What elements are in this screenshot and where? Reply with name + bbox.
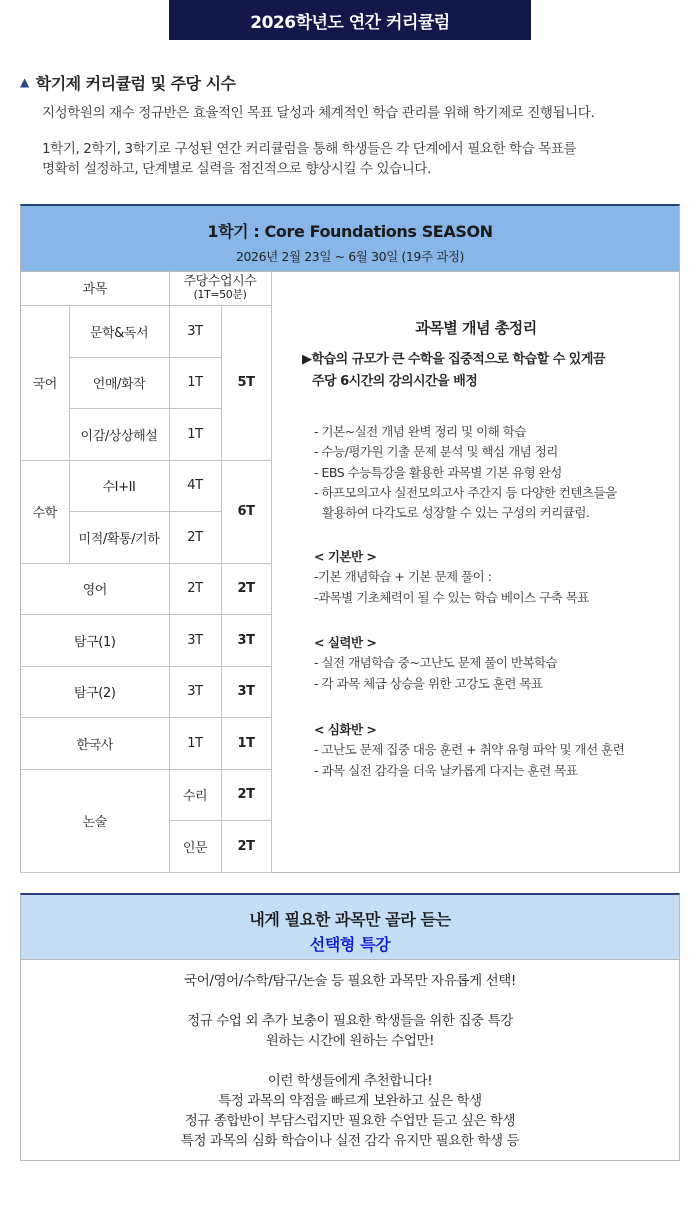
subject-name: 영어 [21,563,169,614]
subject-total: 1T [221,717,271,769]
selective-body [21,960,679,1151]
semester-header [21,206,679,272]
subject-hours: 3T [169,614,221,666]
advanced-class-block [314,720,624,781]
intro-paragraph-2-line-2: 명확히 설정하고, 단계별로 실력을 점진적으로 향상시킬 수 있습니다. [42,161,431,177]
bullet-item: - 하프모의고사 실전모의고사 주간지 등 다양한 컨텐츠들을 [314,484,617,500]
bullet-item: 활용하여 다각도로 성장할 수 있는 구성의 커리큘럼. [322,505,590,521]
subject-hours: 2T [221,820,271,872]
subject-name: 한국사 [21,717,169,769]
header-hours-unit: (1T=50분) [193,287,247,301]
selective-title-line-2: 선택형 특강 [309,935,391,954]
selective-line: 원하는 시간에 원하는 수업만! [265,1033,435,1049]
advanced-class-line: - 고난도 문제 집중 대응 훈련 + 취약 유형 파악 및 개선 훈련 [314,742,625,758]
advanced-class-line: - 과목 실전 감각을 더욱 날카롭게 다지는 훈련 목표 [314,762,578,778]
semester-1-box [20,204,680,873]
selective-title-line-1: 내게 필요한 과목만 골라 듣는 [249,910,451,929]
curriculum-table [21,271,272,873]
basic-class-line: -과목별 기초체력이 될 수 있는 학습 베이스 구축 목표 [314,589,589,605]
table-row [21,769,271,820]
subject-name: 탐구(1) [21,614,169,666]
header-hours [169,271,271,305]
skill-class-line: - 각 과목 체급 상승을 위한 고강도 훈련 목표 [314,675,543,691]
subject-hours: 1T [169,357,221,408]
skill-class-line: - 실전 개념학습 중~고난도 문제 풀이 반복학습 [314,655,558,671]
skill-class-label: < 실력반 > [314,635,377,650]
basic-class-label: < 기본반 > [314,549,377,564]
table-row [21,305,271,357]
selective-line: 특정 과목의 약점을 빠르게 보완하고 싶은 학생 [218,1093,482,1109]
header-hours-label: 주당수업시수 [183,273,257,289]
basic-class-block [314,547,589,608]
section-heading-text: 학기제 커리큘럼 및 주당 시수 [35,73,236,93]
highlight-line-1: ▶학습의 규모가 큰 수학을 집중적으로 학습할 수 있게끔 [302,352,605,367]
subject-name: 탐구(2) [21,666,169,717]
subject-hours: 2T [221,769,271,820]
highlight-line-2: 주당 6시간의 강의시간을 배정 [312,374,478,389]
description-title: 과목별 개념 총정리 [415,319,537,337]
table-header-row [21,271,271,305]
subject-total: 3T [221,614,271,666]
subject-hours: 2T [169,563,221,614]
subject-name: 수I+II [69,460,169,511]
subject-hours: 3T [169,305,221,357]
semester-description [271,271,680,873]
subject-hours: 2T [169,511,221,563]
intro-paragraph-2-line-1: 1학기, 2학기, 3학기로 구성된 연간 커리큘럼을 통해 학생들은 각 단계에서 필요한 학습 목표를 [42,141,577,157]
selective-line: 정규 종합반이 부담스럽지만 필요한 수업만 듣고 싶은 학생 [184,1113,516,1129]
page-title: 2026학년도 연간 커리큘럼 [169,0,531,40]
description-bullets [314,422,617,523]
advanced-class-label: < 심화반 > [314,722,377,737]
subject-name: 언매/화작 [69,357,169,408]
table-row [21,666,271,717]
subject-name: 문학&독서 [69,305,169,357]
selective-line: 국어/영어/수학/탐구/논술 등 필요한 과목만 자유롭게 선택! [184,973,516,989]
triangle-up-icon: ▲ [20,75,29,89]
korean-total: 5T [221,305,271,460]
header-subject: 과목 [21,271,169,305]
description-highlight [302,349,605,393]
selective-course-box [20,893,680,1161]
subject-hours: 1T [169,717,221,769]
subject-name: 인문 [169,820,221,872]
math-total: 6T [221,460,271,563]
bullet-item: - EBS 수능특강을 활용한 과목별 기본 유형 완성 [314,464,562,480]
section-heading [20,70,236,94]
bullet-item: - 수능/평가원 기출 문제 분석 및 핵심 개념 정리 [314,444,558,460]
basic-class-line: -기본 개념학습 + 기본 문제 풀이 : [314,569,492,585]
skill-class-block [314,633,557,694]
intro-paragraph-2 [42,139,576,179]
korean-group: 국어 [21,305,69,460]
subject-name: 미적/확통/기하 [69,511,169,563]
table-row [21,563,271,614]
selective-line: 이런 학생들에게 추천합니다! [267,1073,433,1089]
selective-line: 특정 과목의 심화 학습이나 실전 감각 유지만 필요한 학생 등 [180,1133,520,1149]
essay-group: 논술 [21,769,169,872]
table-row [21,614,271,666]
bullet-item: - 기본~실전 개념 완벽 정리 및 이해 학습 [314,424,526,439]
subject-hours: 4T [169,460,221,511]
subject-hours: 3T [169,666,221,717]
math-group: 수학 [21,460,69,563]
subject-name: 수리 [169,769,221,820]
subject-name: 이감/상상해설 [69,408,169,460]
table-row [21,460,271,511]
subject-hours: 1T [169,408,221,460]
intro-paragraph-1: 지성학원의 재수 정규반은 효율적인 목표 달성과 체계적인 학습 관리를 위해 학기제로 진행됩니다. [42,105,595,121]
semester-period: 2026년 2월 23일 ~ 6월 30일 (19주 과정) [235,249,465,264]
subject-total: 3T [221,666,271,717]
semester-title: 1학기 : Core Foundations SEASON [207,222,493,241]
selective-line: 정규 수업 외 추가 보충이 필요한 학생들을 위한 집중 특강 [187,1013,513,1029]
subject-total: 2T [221,563,271,614]
selective-header [21,895,679,960]
table-row [21,717,271,769]
